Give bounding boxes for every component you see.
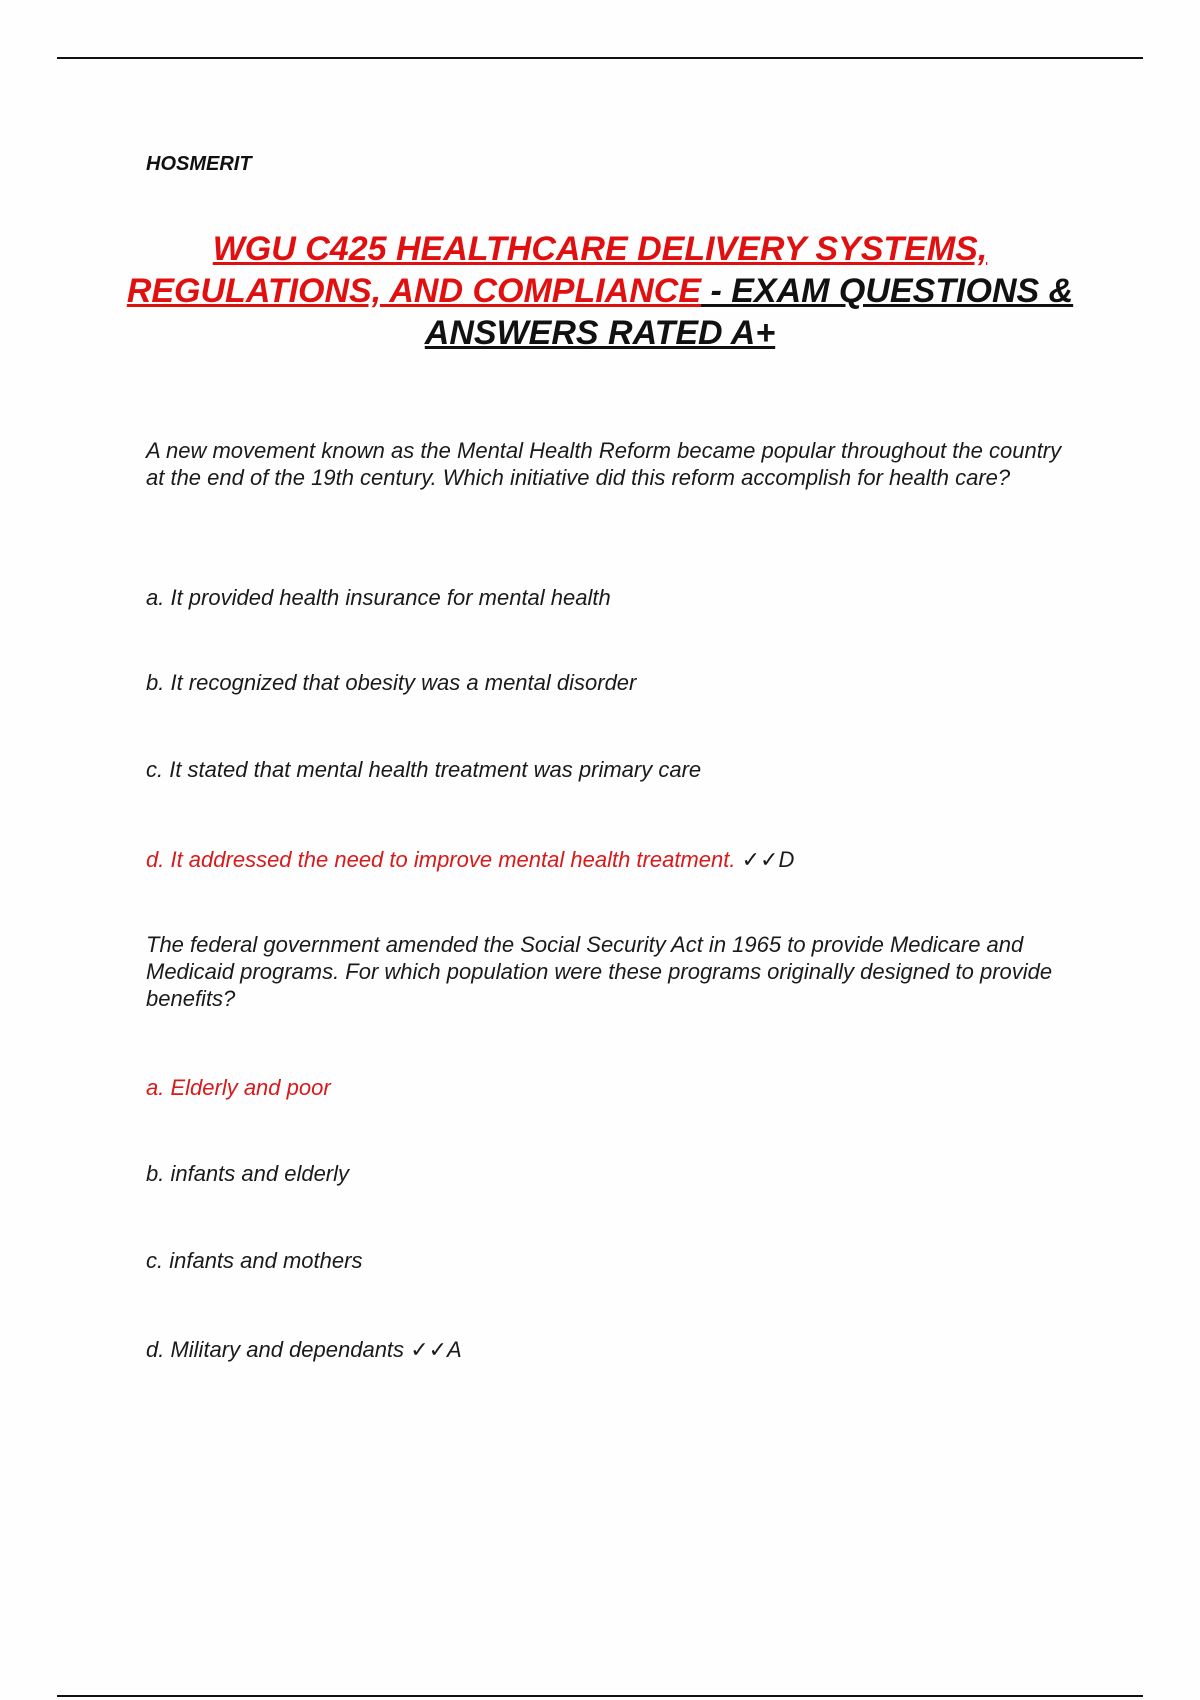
answer-check-mark: ✓✓D [741,847,795,872]
correct-answer-text: d. It addressed the need to improve mental health treatment. [146,847,736,872]
top-rule [57,57,1143,59]
answer-check-mark: ✓✓A [410,1337,462,1362]
question-2-option-d [146,1336,462,1363]
question-2-text: The federal government amended the Social Security Act in 1965 to provide Medicare and Medicaid programs. For which population were these programs originally designed to provide benefits? [146,932,1053,1011]
document-title [120,228,1080,354]
title-red-part: WGU C425 HEALTHCARE DELIVERY SYSTEMS, REGULATIONS, AND COMPLIANCE [126,230,988,310]
question-2-option-a: a. Elderly and poor [146,1075,331,1100]
question-1-option-a: a. It provided health insurance for mental health [146,585,611,610]
brand-label: HOSMERIT [146,153,252,175]
question-2-option-b: b. infants and elderly [146,1161,350,1186]
question-2-option-c: c. infants and mothers [146,1248,363,1273]
question-1-option-b: b. It recognized that obesity was a mental disorder [146,670,637,695]
question-1-option-d [146,846,794,873]
question-1-option-c: c. It stated that mental health treatment was primary care [146,757,702,782]
question-1-text: A new movement known as the Mental Health Reform became popular throughout the country at the end of the 19th century. Which initiative did this reform accomplish for health care? [146,438,1062,490]
title-black-part: - EXAM QUESTIONS & ANSWERS RATED A+ [424,272,1074,352]
option-text: d. Military and dependants [146,1337,405,1362]
bottom-rule [57,1695,1143,1697]
